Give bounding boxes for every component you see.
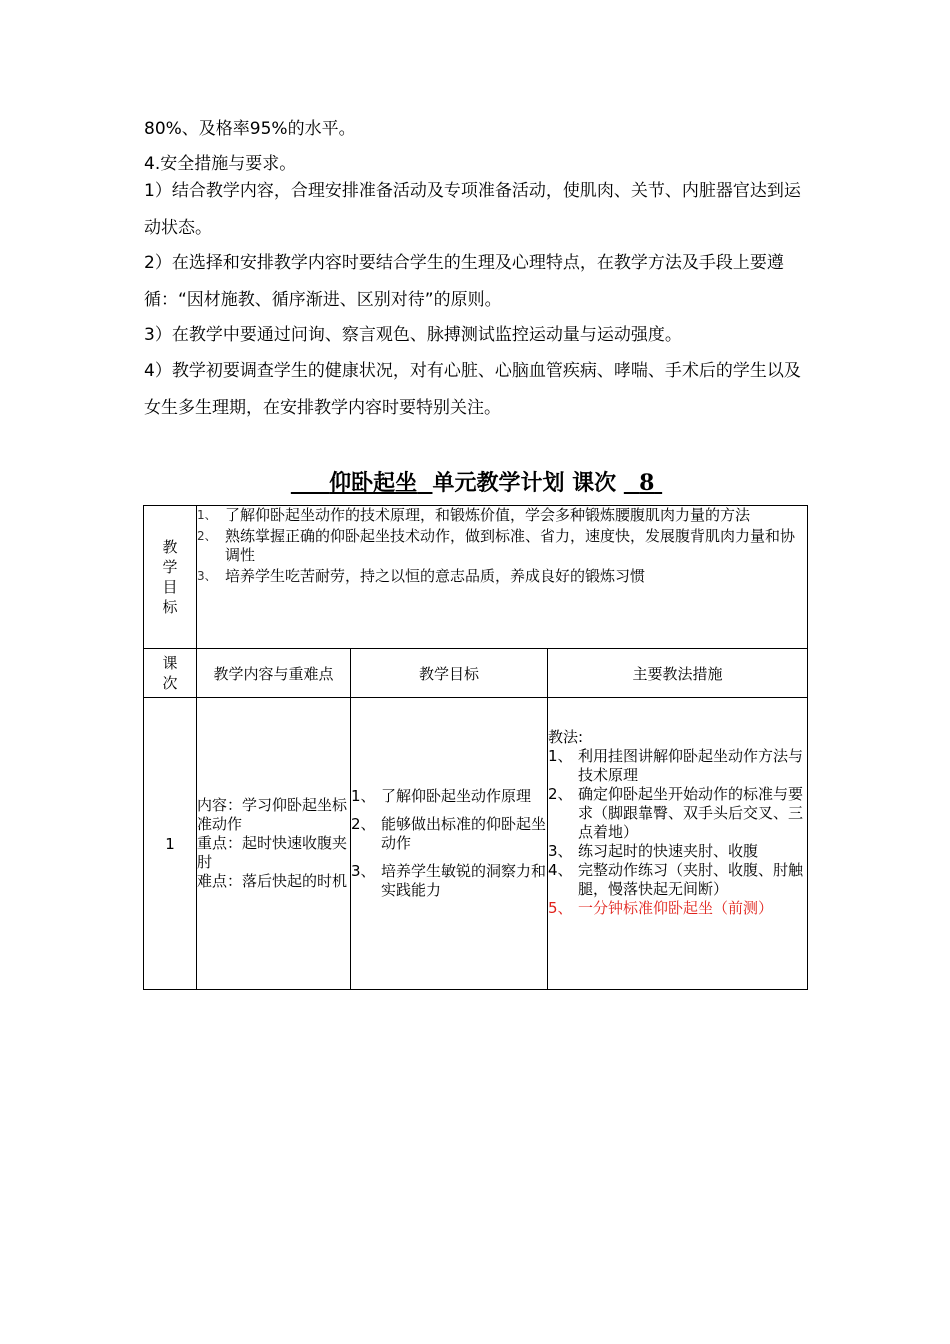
- table-row: [144, 698, 808, 990]
- paragraph-safety-2: 2）在选择和安排教学内容时要结合学生的生理及心理特点，在教学方法及手段上要遵循：“因材施教、循序渐进、区别对待”的原则。: [144, 253, 784, 310]
- header-row: [144, 649, 808, 698]
- method-heading: 教法:: [548, 728, 584, 746]
- content-cell: 内容：学习仰卧起坐标准动作 重点：起时快速收腹夹肘 难点：落后快起的时机: [197, 698, 351, 990]
- list-item: 3、 练习起时的快速夹肘、收腹: [548, 842, 759, 860]
- list-item: 1、 了解仰卧起坐动作原理: [351, 787, 532, 805]
- paragraph-safety-4: 4）教学初要调查学生的健康状况，对有心脏、心脑血管疾病、哮喘、手术后的学生以及女生多生理期，在安排教学内容时要特别关注。: [144, 361, 801, 418]
- objective-cell: [351, 698, 548, 990]
- paragraph-safety-1: 1）结合教学内容，合理安排准备活动及专项准备活动，使肌肉、关节、内脏器官达到运动状态。: [144, 181, 801, 238]
- header-content: 教学内容与重难点: [197, 649, 351, 698]
- paragraph-safety-3: 3）在教学中要通过问询、察言观色、脉搏测试监控运动量与运动强度。: [144, 325, 682, 345]
- list-item: 3、 培养学生敏锐的洞察力和实践能力: [351, 862, 547, 899]
- page-title: [144, 466, 809, 500]
- list-item: 2、 确定仰卧起坐开始动作的标准与要求（脚跟靠臀、双手头后交叉、三点着地）: [548, 785, 804, 841]
- list-item: 1、 利用挂图讲解仰卧起坐动作方法与技术原理: [548, 747, 804, 784]
- title-unit: 仰卧起坐: [329, 470, 418, 496]
- goals-row: [144, 506, 808, 649]
- header-lesson: 课 次: [144, 649, 197, 698]
- goals-cell: [197, 506, 808, 649]
- unit-plan-table: [143, 505, 808, 990]
- header-method: 主要教法措施: [548, 649, 808, 698]
- title-lesson-number: 8: [639, 470, 655, 496]
- goal-item: 2、 熟练掌握正确的仰卧起坐技术动作，做到标准、省力，速度快，发展腹背肌肉力量和协调性: [197, 527, 796, 564]
- list-item: 2、 能够做出标准的仰卧起坐动作: [351, 815, 547, 852]
- method-cell: [548, 698, 808, 990]
- list-item-highlighted: 5、 一分钟标准仰卧起坐（前测）: [548, 899, 774, 917]
- header-objective: 教学目标: [351, 649, 548, 698]
- paragraph-pass-rate: 80%、及格率95%的水平。: [144, 119, 356, 139]
- goals-label-cell: 教 学 目 标: [144, 506, 197, 649]
- lesson-number-cell: 1: [144, 698, 197, 990]
- paragraph-safety-heading: 4.安全措施与要求。: [144, 154, 297, 174]
- goal-item: 3、 培养学生吃苦耐劳，持之以恒的意志品质，养成良好的锻炼习惯: [197, 567, 646, 585]
- goal-item: 1、 了解仰卧起坐动作的技术原理，和锻炼价值，学会多种锻炼腰腹肌肉力量的方法: [197, 506, 751, 524]
- title-middle: 单元教学计划 课次: [432, 470, 617, 496]
- list-item: 4、 完整动作练习（夹肘、收腹、肘触腿，慢落快起无间断）: [548, 861, 804, 898]
